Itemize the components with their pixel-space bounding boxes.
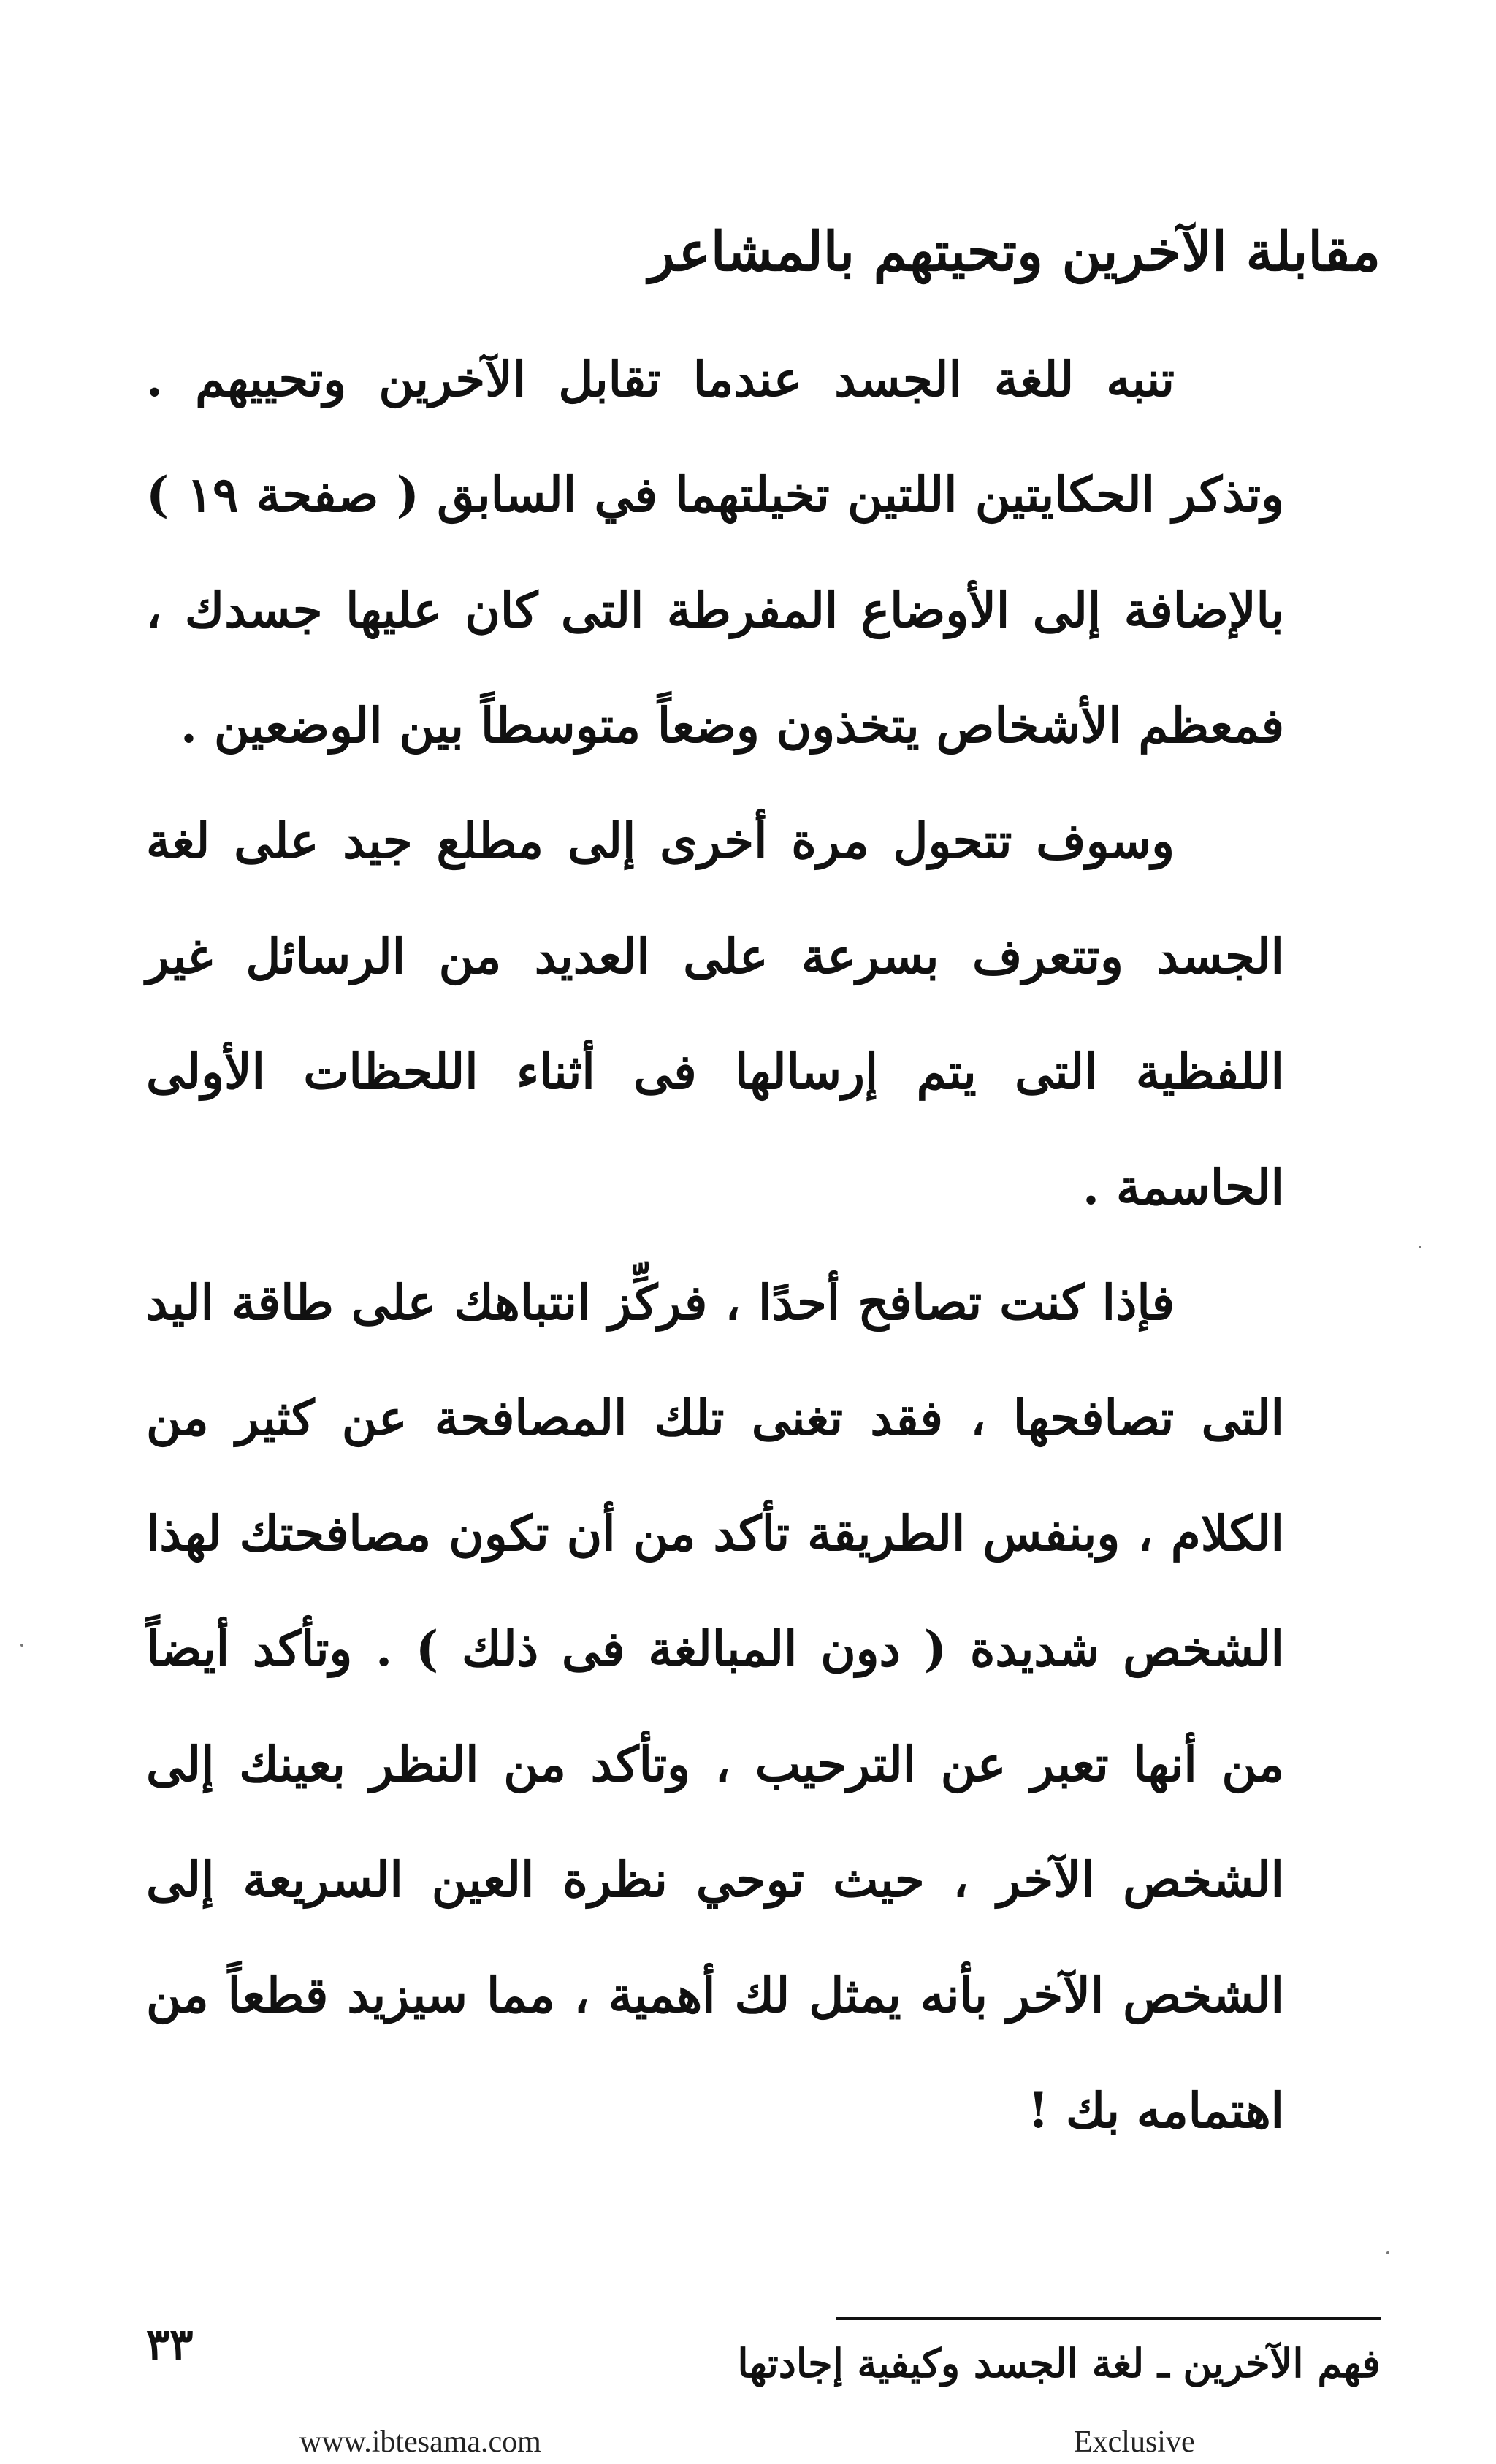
watermark-website: www.ibtesama.com xyxy=(299,2425,541,2459)
section-heading: مقابلة الآخرين وتحيتهم بالمشاعر xyxy=(648,221,1381,283)
footer-rule xyxy=(836,2317,1381,2320)
watermark-label: Exclusive xyxy=(1074,2425,1195,2459)
page-number: ٣٣ xyxy=(146,2319,194,2370)
scan-speck xyxy=(1419,1246,1421,1248)
scan-speck xyxy=(20,1644,23,1647)
paragraph: وسوف تتحول مرة أخرى إلى مطلع جيد على لغة الجسد وتتعرف بسرعة على العديد من الرسائل غير اللفظية التى يتم إرسالها فى أثناء اللحظات الأولى الحاسمة . xyxy=(146,812,1284,1216)
paragraph: تنبه للغة الجسد عندما تقابل الآخرين وتحييهم . وتذكر الحكايتين اللتين تخيلتهما في السابق ( صفحة ١٩ ) بالإضافة إلى الأوضاع المفرطة التى كان عليها جسدك ، فمعظم الأشخاص يتخذون وضعاً متوسطاً بين الوضعين . xyxy=(146,351,1284,754)
paragraph: فإذا كنت تصافح أحدًا ، فركِّز انتباهك على طاقة اليد التى تصافحها ، فقد تغنى تلك المصافحة عن كثير من الكلام ، وبنفس الطريقة تأكد من أن تكون مصافحتك لهذا الشخص شديدة ( دون المبالغة فى ذلك ) . وتأكد أيضاً من أنها تعبر عن الترحيب ، وتأكد من النظر بعينك إلى الشخص الآخر ، حيث توحي نظرة العين السريعة إلى الشخص الآخر بأنه يمثل لك أهمية ، مما سيزيد قطعاً من اهتمامه بك ! xyxy=(146,1274,1284,2139)
body-text xyxy=(146,321,1284,2168)
scan-speck xyxy=(1386,2251,1389,2254)
footer-book-title: فهم الآخرين ـ لغة الجسد وكيفية إجادتها xyxy=(737,2340,1381,2387)
